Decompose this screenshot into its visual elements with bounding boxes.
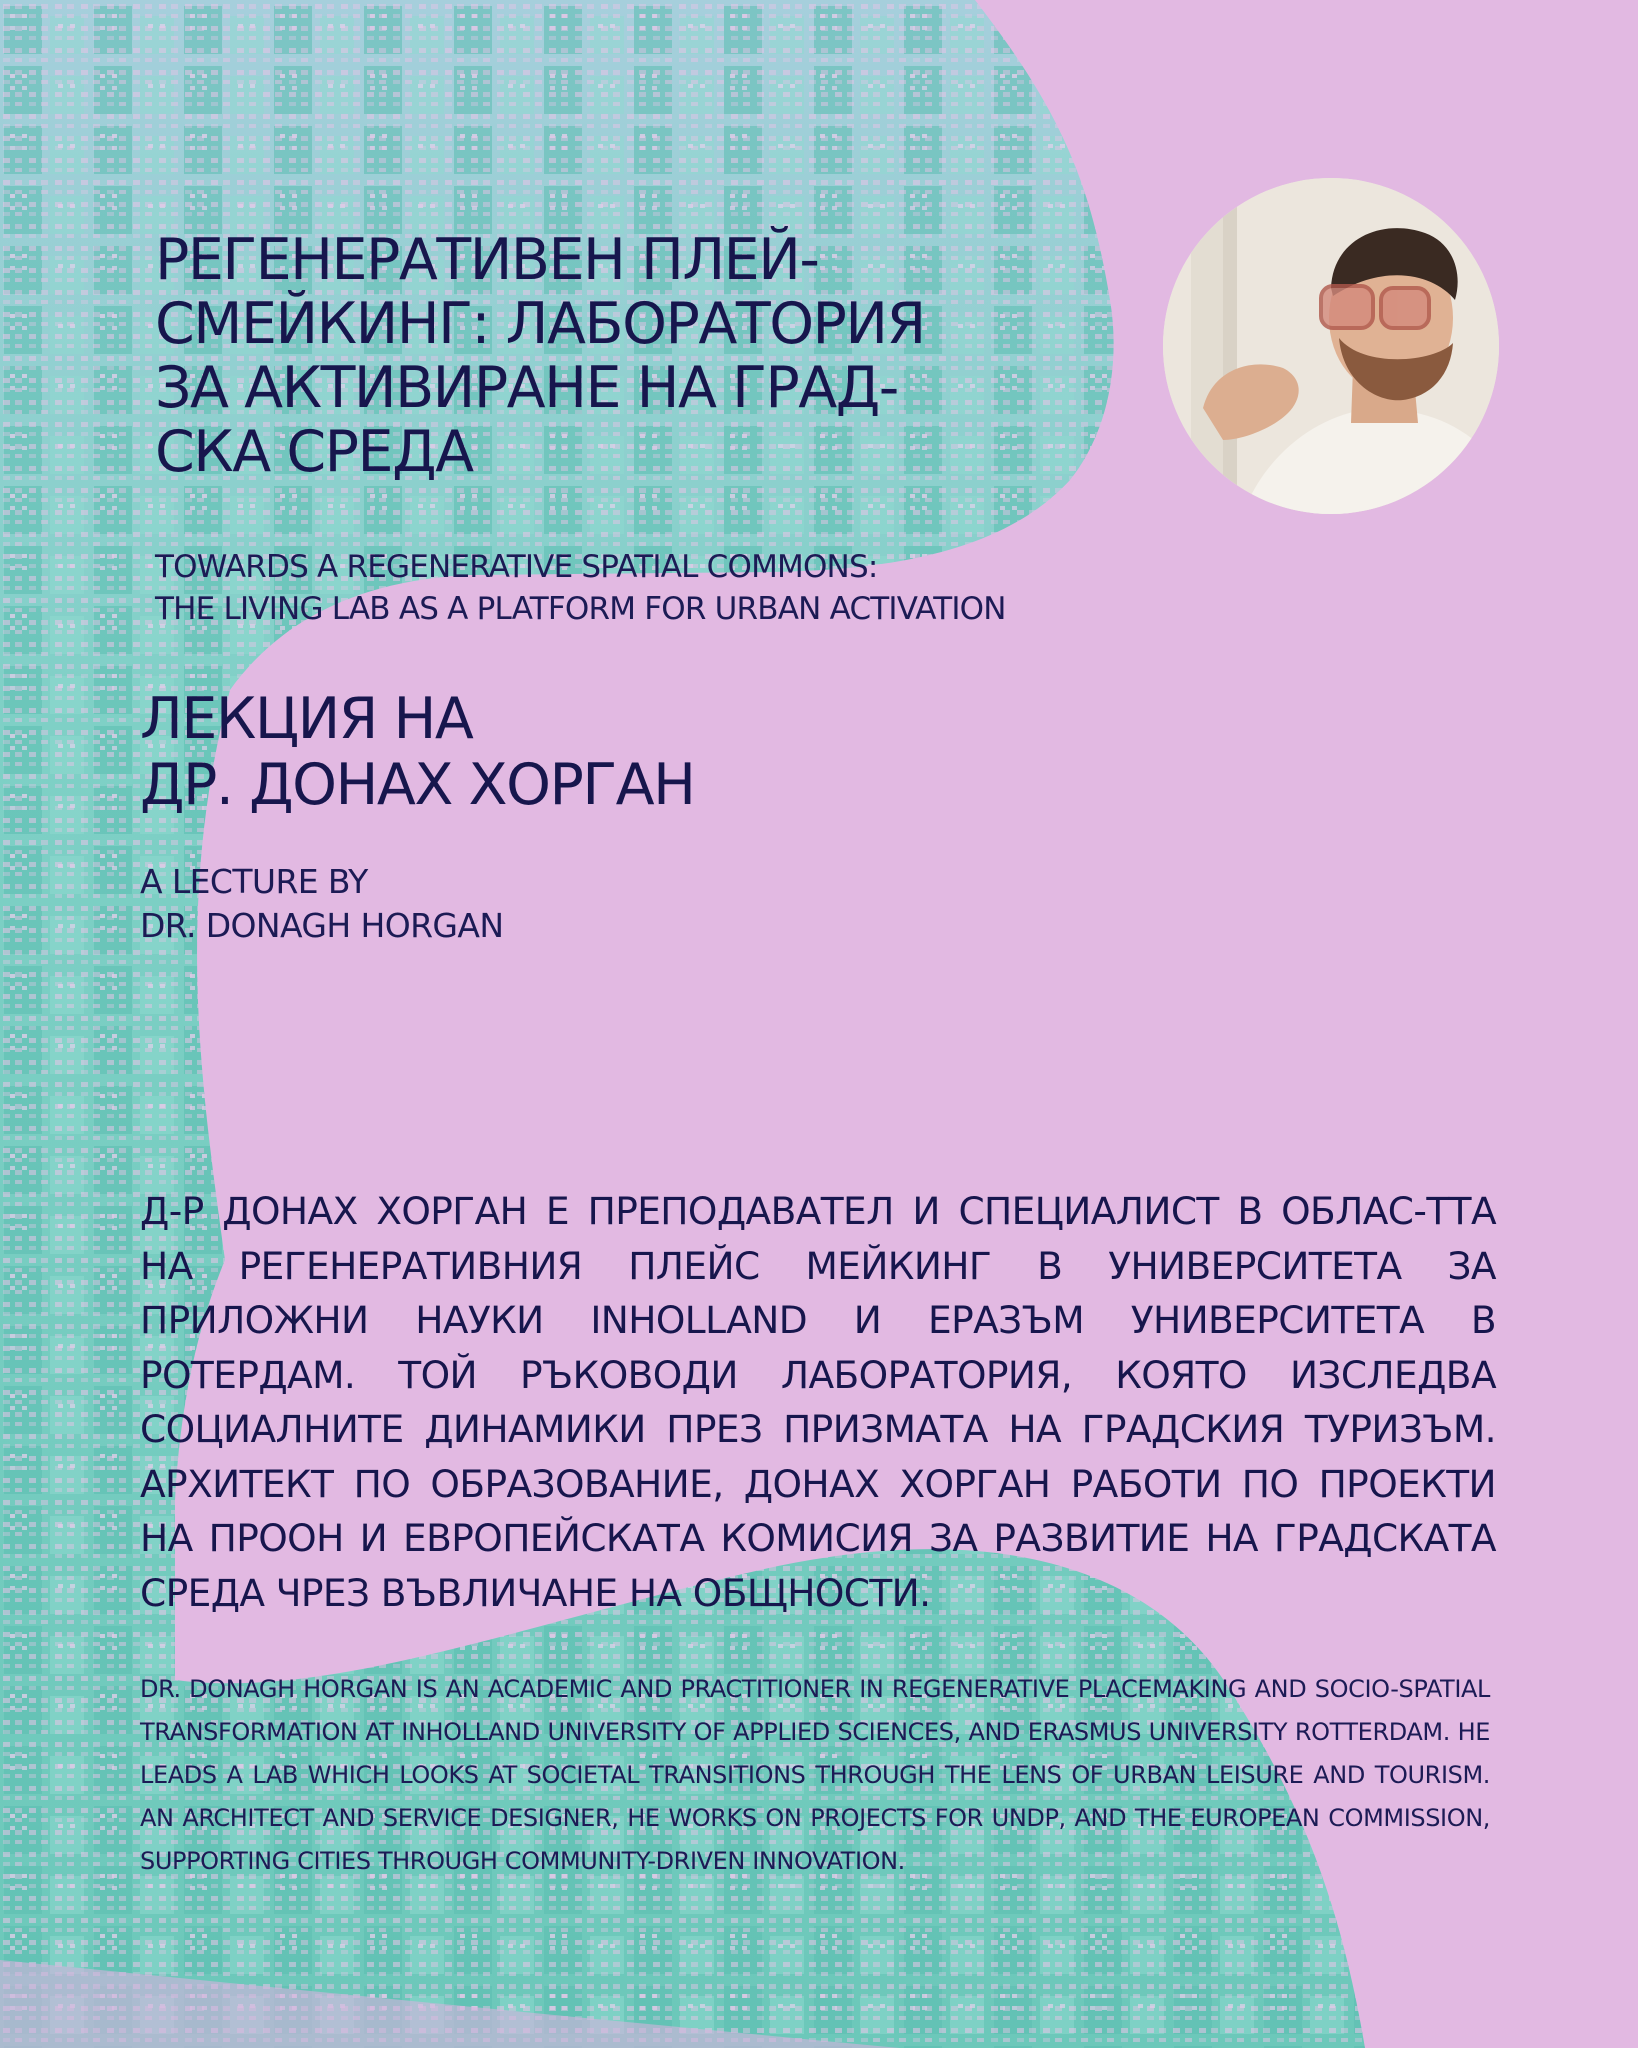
bio-bulgarian: Д-Р ДОНАХ ХОРГАН Е ПРЕПОДАВАТЕЛ И СПЕЦИАЛИСТ В ОБЛАС-ТТА НА РЕГЕНЕРАТИВНИЯ ПЛЕЙС МЕЙКИНГ В УНИВЕРСИТЕТА ЗА ПРИЛОЖНИ НАУКИ INHOLLAND И ЕРАЗЪМ УНИВЕРСИТЕТА В РОТЕРДАМ. ТОЙ РЪКОВОДИ ЛАБОРАТОРИЯ, КОЯТО ИЗСЛЕДВА СОЦИАЛНИТЕ ДИНАМИКИ ПРЕЗ ПРИЗМАТА НА ГРАДСКИЯ ТУРИЗЪМ. АРХИТЕКТ ПО ОБРАЗОВАНИЕ, ДОНАХ ХОРГАН РАБОТИ ПО ПРОЕКТИ НА ПРООН И ЕВРОПЕЙСКАТА КОМИСИЯ ЗА РАЗВИТИЕ НА ГРАДСКАТА СРЕДА ЧРЕЗ ВЪВЛИЧАНЕ НА ОБЩНОСТИ. bbox=[140, 1189, 1496, 1615]
speaker-photo bbox=[1163, 178, 1499, 514]
bio-english: DR. DONAGH HORGAN IS AN ACADEMIC AND PRACTITIONER IN REGENERATIVE PLACEMAKING AND SOCIO-SPATIAL TRANSFORMATION AT INHOLLAND UNIVERSITY OF APPLIED SCIENCES, AND ERASMUS UNIVERSITY ROTTERDAM. HE LEADS A LAB WHICH LOOKS AT SOCIETAL TRANSITIONS THROUGH THE LENS OF URBAN LEISURE AND TOURISM. AN ARCHITECT AND SERVICE DESIGNER, HE WORKS ON PROJECTS FOR UNDP, AND THE EUROPEAN COMMISSION, SUPPORTING CITIES THROUGH COMMUNITY-DRIVEN INNOVATION. bbox=[140, 1675, 1490, 1875]
title-bulgarian: РЕГЕНЕРАТИВЕН ПЛЕЙ- СМЕЙКИНГ: ЛАБОРАТОРИЯ ЗА АКТИВИРАНЕ НА ГРАД- СКА СРЕДА bbox=[155, 227, 925, 485]
lecture-heading-english: A LECTURE BY DR. DONAGH HORGAN bbox=[140, 862, 504, 945]
title-english: TOWARDS A REGENERATIVE SPATIAL COMMONS: THE LIVING LAB AS A PLATFORM FOR URBAN ACTIVATION bbox=[155, 549, 1006, 627]
lecture-heading-bulgarian: ЛЕКЦИЯ НА ДР. ДОНАХ ХОРГАН bbox=[140, 686, 695, 818]
speaker-portrait-illustration bbox=[1163, 178, 1499, 514]
